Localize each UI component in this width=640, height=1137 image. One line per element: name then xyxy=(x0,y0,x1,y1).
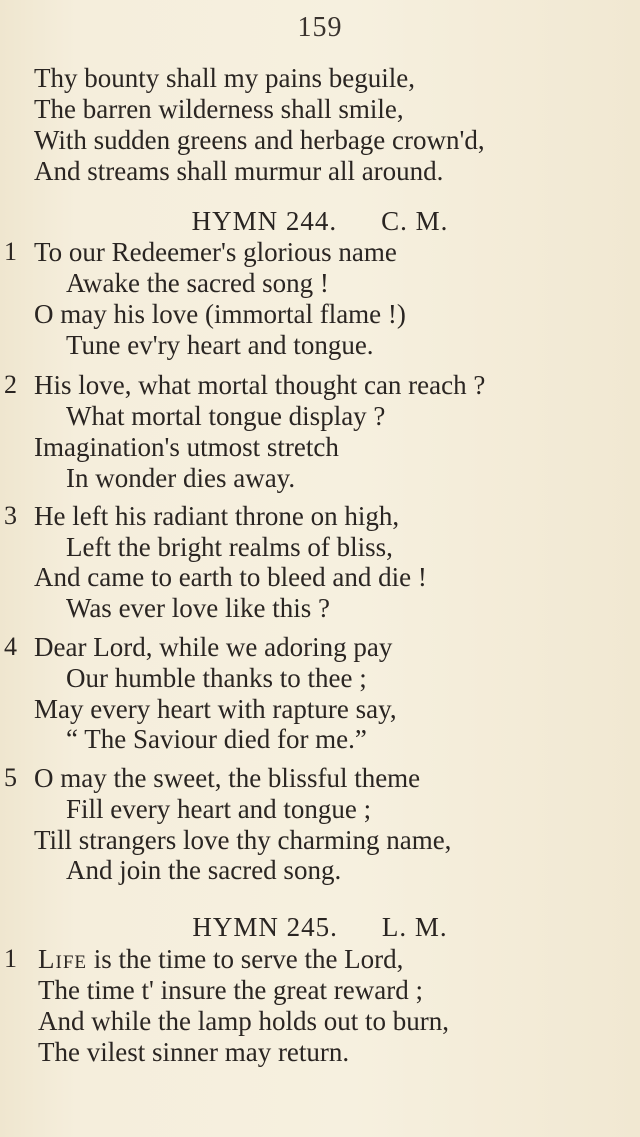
hymn-245-title: HYMN 245. xyxy=(192,912,338,942)
verse-line: O may the sweet, the blissful theme xyxy=(34,763,421,793)
verse-line: “ The Saviour died for me.” xyxy=(66,724,367,754)
hymn-244-title: HYMN 244. xyxy=(191,206,338,236)
verse-line: His love, what mortal thought can reach ? xyxy=(34,370,486,400)
carryover-line-3: With sudden greens and herbage crown'd, xyxy=(34,125,485,155)
carryover-line-4: And streams shall murmur all around. xyxy=(34,156,444,186)
verse-number: 4 xyxy=(4,632,17,661)
verse-line: The time t' insure the great reward ; xyxy=(38,975,423,1005)
verse-line: In wonder dies away. xyxy=(66,463,296,493)
verse-line: Our humble thanks to thee ; xyxy=(66,663,367,693)
verse-line: He left his radiant throne on high, xyxy=(34,501,400,531)
page-number: 159 xyxy=(297,12,343,43)
verse-line: Fill every heart and tongue ; xyxy=(66,794,372,824)
verse-line: Imagination's utmost stretch xyxy=(34,432,339,462)
verse-line: And while the lamp holds out to burn, xyxy=(38,1006,449,1036)
verse-number: 1 xyxy=(4,944,17,973)
verse-line: Was ever love like this ? xyxy=(66,593,330,623)
verse-line: The vilest sinner may return. xyxy=(38,1037,350,1067)
verse-line: Tune ev'ry heart and tongue. xyxy=(66,330,374,360)
verse-number: 1 xyxy=(4,237,17,266)
verse-number: 2 xyxy=(4,370,17,399)
first-word-smallcaps: Life xyxy=(38,944,87,974)
carryover-line-1: Thy bounty shall my pains beguile, xyxy=(34,63,415,93)
verse-line: And join the sacred song. xyxy=(66,855,342,885)
verse-line-rest: is the time to serve the Lord, xyxy=(87,944,404,974)
verse-number: 3 xyxy=(4,501,17,530)
carryover-line-2: The barren wilderness shall smile, xyxy=(34,94,404,124)
verse-line: What mortal tongue display ? xyxy=(66,401,386,431)
hymn-245-meter: L. M. xyxy=(381,912,448,942)
hymn-245-heading xyxy=(0,912,640,942)
verse-line: Left the bright realms of bliss, xyxy=(66,532,393,562)
verse-line: Dear Lord, while we adoring pay xyxy=(34,632,393,662)
hymn-244-meter: C. M. xyxy=(381,206,449,236)
verse-number: 5 xyxy=(4,763,17,792)
verse-line: May every heart with rapture say, xyxy=(34,694,397,724)
verse-line xyxy=(38,944,403,974)
verse-line: O may his love (immortal flame !) xyxy=(34,299,406,329)
verse-line: And came to earth to bleed and die ! xyxy=(34,562,427,592)
verse-line: Till strangers love thy charming name, xyxy=(34,825,452,855)
verse-line: To our Redeemer's glorious name xyxy=(34,237,397,267)
verse-line: Awake the sacred song ! xyxy=(66,268,329,298)
hymn-244-heading xyxy=(0,206,640,236)
